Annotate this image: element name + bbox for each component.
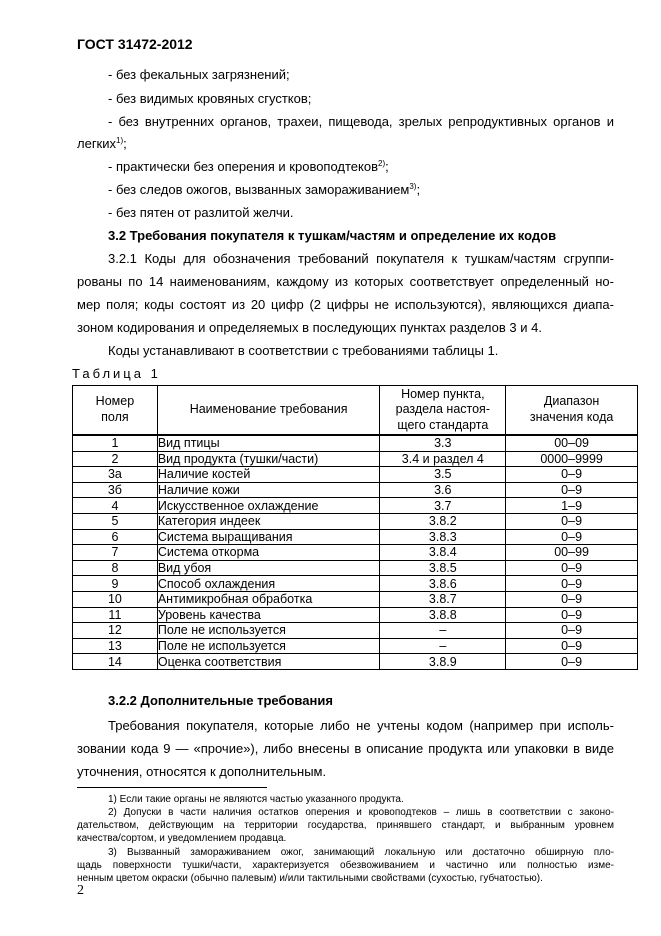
code-range-cell: 0–9 <box>506 513 638 529</box>
clause-cell: 3.5 <box>380 467 506 483</box>
table-caption: Таблица 1 <box>72 366 161 381</box>
document-header: ГОСТ 31472-2012 <box>77 36 193 52</box>
footnote: качества/сортом, и уведомлением продавца. <box>77 833 287 844</box>
clause-cell: 3.8.9 <box>380 654 506 670</box>
list-item: - без пятен от разлитой желчи. <box>108 205 294 220</box>
requirement-name-cell: Уровень качества <box>157 607 380 623</box>
table-row <box>73 467 638 483</box>
table-row <box>73 591 638 607</box>
table-row <box>73 654 638 670</box>
field-number-cell: 2 <box>73 451 158 467</box>
code-range-cell: 00–09 <box>506 435 638 451</box>
clause-cell: 3.6 <box>380 482 506 498</box>
field-number-cell: 14 <box>73 654 158 670</box>
column-header: Диапазон значения кода <box>506 386 638 436</box>
footnote: щадь поверхности тушки/части, характеризуется обезвоживанием и частично или полностью изме- <box>77 860 614 871</box>
footnote: 3) Вызванный замораживанием ожог, занимающий локальную или достаточно обширную пло- <box>108 847 614 858</box>
code-range-cell: 0–9 <box>506 654 638 670</box>
requirement-name-cell: Способ охлаждения <box>157 576 380 592</box>
field-number-cell: 11 <box>73 607 158 623</box>
code-range-cell: 1–9 <box>506 498 638 514</box>
list-item-continuation: легких$^{1)}$; <box>77 136 127 151</box>
code-range-cell: 0–9 <box>506 576 638 592</box>
table-row <box>73 576 638 592</box>
code-range-cell: 0–9 <box>506 482 638 498</box>
field-number-cell: 7 <box>73 545 158 561</box>
paragraph-line: рованы по 14 наименованиям, каждому из которых соответствует определенный но- <box>77 274 614 289</box>
requirement-name-cell: Поле не используется <box>157 638 380 654</box>
field-number-cell: 10 <box>73 591 158 607</box>
section-title: 3.2.2 Дополнительные требования <box>108 693 333 708</box>
field-number-cell: 8 <box>73 560 158 576</box>
requirement-name-cell: Поле не используется <box>157 623 380 639</box>
clause-cell: 3.3 <box>380 435 506 451</box>
list-item: - без следов ожогов, вызванных замораживанием$^{3)}$; <box>108 182 421 197</box>
footnote-ref: 2) <box>378 159 386 168</box>
paragraph-line: зовании кода 9 — «прочие»), либо внесены в описание продукта или упаковки в виде <box>77 741 614 756</box>
paragraph-line: уточнения, относятся к дополнительным. <box>77 764 327 779</box>
field-number-cell: 5 <box>73 513 158 529</box>
clause-cell: 3.8.5 <box>380 560 506 576</box>
table-row <box>73 451 638 467</box>
field-number-cell: 3б <box>73 482 158 498</box>
clause-cell: 3.8.2 <box>380 513 506 529</box>
list-item: - без видимых кровяных сгустков; <box>108 91 312 106</box>
code-range-cell: 0–9 <box>506 591 638 607</box>
clause-cell: 3.4 и раздел 4 <box>380 451 506 467</box>
column-header: Наименование требования <box>157 386 380 436</box>
requirement-name-cell: Антимикробная обработка <box>157 591 380 607</box>
clause-cell: – <box>380 623 506 639</box>
footnote: дательством, действующим на территории государства, принявшего стандарт, и выбранным уровнем <box>77 820 614 831</box>
code-range-cell: 0000–9999 <box>506 451 638 467</box>
table-row <box>73 545 638 561</box>
table-row <box>73 560 638 576</box>
clause-cell: 3.8.7 <box>380 591 506 607</box>
table-row <box>73 498 638 514</box>
code-range-cell: 0–9 <box>506 623 638 639</box>
field-number-cell: 9 <box>73 576 158 592</box>
requirement-name-cell: Искусственное охлаждение <box>157 498 380 514</box>
requirement-name-cell: Вид продукта (тушки/части) <box>157 451 380 467</box>
section-title: 3.2 Требования покупателя к тушкам/частям и определение их кодов <box>108 228 557 243</box>
column-header: Номер пункта, раздела настоя- щего стандарта <box>380 386 506 436</box>
clause-cell: 3.8.8 <box>380 607 506 623</box>
table-row <box>73 623 638 639</box>
footnote: ненным цветом окраски (обычно палевым) и/или тактильными свойствами (сухостью, губчатостью). <box>77 873 543 884</box>
list-item: - без фекальных загрязнений; <box>108 67 290 82</box>
table-row <box>73 435 638 451</box>
field-number-cell: 4 <box>73 498 158 514</box>
code-range-cell: 0–9 <box>506 638 638 654</box>
list-item: - практически без оперения и кровоподтеков$^{2)}$; <box>108 159 389 174</box>
list-item: - без внутренних органов, трахеи, пищевода, зрелых репродуктивных органов и <box>108 114 614 129</box>
requirement-name-cell: Вид птицы <box>157 435 380 451</box>
paragraph-line: зоном кодирования и определяемых в последующих пунктах разделов 3 и 4. <box>77 320 542 335</box>
requirement-name-cell: Система откорма <box>157 545 380 561</box>
clause-cell: 3.8.4 <box>380 545 506 561</box>
page-number: 2 <box>77 883 84 898</box>
footnote-ref: 1) <box>116 136 124 145</box>
requirement-name-cell: Вид убоя <box>157 560 380 576</box>
requirement-name-cell: Наличие костей <box>157 467 380 483</box>
field-number-cell: 1 <box>73 435 158 451</box>
clause-cell: 3.8.3 <box>380 529 506 545</box>
clause-cell: – <box>380 638 506 654</box>
code-range-cell: 0–9 <box>506 607 638 623</box>
paragraph-line: Требования покупателя, которые либо не учтены кодом (например при исполь- <box>108 718 614 733</box>
field-number-cell: 3а <box>73 467 158 483</box>
table-header-row <box>73 386 638 436</box>
code-range-cell: 0–9 <box>506 529 638 545</box>
requirement-name-cell: Категория индеек <box>157 513 380 529</box>
column-header: Номер поля <box>73 386 158 436</box>
requirements-table <box>72 385 638 670</box>
footnote: 1) Если такие органы не являются частью указанного продукта. <box>108 794 404 805</box>
requirement-name-cell: Наличие кожи <box>157 482 380 498</box>
footnote-ref: 3) <box>409 182 417 191</box>
field-number-cell: 6 <box>73 529 158 545</box>
field-number-cell: 13 <box>73 638 158 654</box>
footnote: 2) Допуски в части наличия остатков оперения и кровоподтеков – лишь в соответствии с законо- <box>108 807 614 818</box>
table-row <box>73 482 638 498</box>
table-row <box>73 529 638 545</box>
footnote-separator <box>77 787 267 788</box>
table-row <box>73 607 638 623</box>
paragraph-line: 3.2.1 Коды для обозначения требований покупателя к тушкам/частям сгруппи- <box>108 251 614 266</box>
table-row <box>73 513 638 529</box>
requirement-name-cell: Оценка соответствия <box>157 654 380 670</box>
requirement-name-cell: Система выращивания <box>157 529 380 545</box>
code-range-cell: 0–9 <box>506 467 638 483</box>
clause-cell: 3.7 <box>380 498 506 514</box>
table-row <box>73 638 638 654</box>
clause-cell: 3.8.6 <box>380 576 506 592</box>
paragraph-line: мер поля; коды состоят из 20 цифр (2 цифры не используются), являющихся диапа- <box>77 297 614 312</box>
paragraph: Коды устанавливают в соответствии с требованиями таблицы 1. <box>108 343 499 358</box>
code-range-cell: 0–9 <box>506 560 638 576</box>
code-range-cell: 00–99 <box>506 545 638 561</box>
field-number-cell: 12 <box>73 623 158 639</box>
